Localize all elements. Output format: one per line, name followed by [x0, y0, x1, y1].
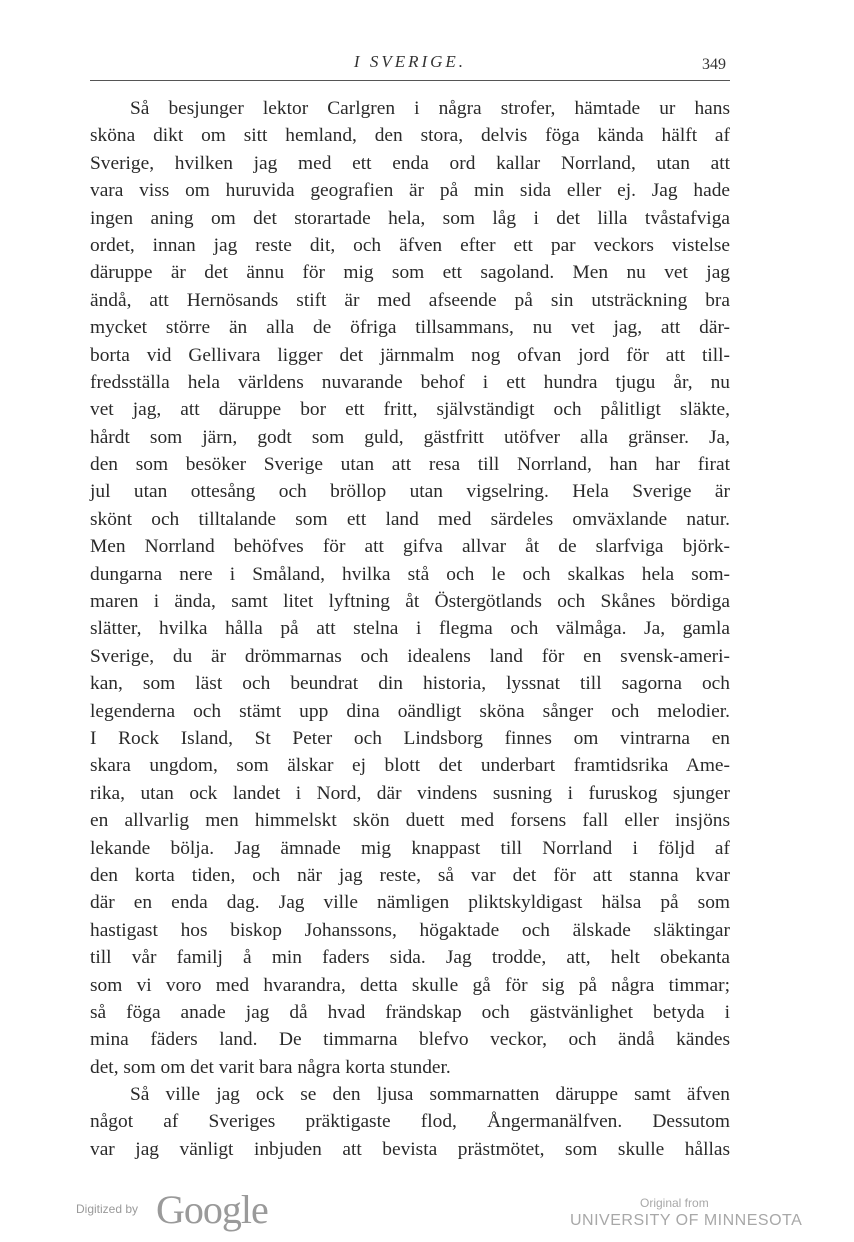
text-line: en allvarlig men himmelskt skön duett med forsens fall eller insjöns [90, 810, 730, 832]
text-line: vet jag, att däruppe bor ett fritt, självständigt och pålitligt släkte, [90, 399, 730, 421]
text-line: så föga anade jag då hvad frändskap och gästvänlighet betyda i [90, 1001, 730, 1023]
text-line: jul utan ottesång och bröllop utan vigselring. Hela Sverige är [90, 481, 730, 503]
text-line: den som besöker Sverige utan att resa till Norrland, han har firat [90, 454, 730, 476]
source-library-label: UNIVERSITY OF MINNESOTA [570, 1212, 803, 1229]
text-line: kan, som läst och beundrat din historia, lyssnat till sagorna och [90, 673, 730, 695]
page-number: 349 [702, 56, 726, 73]
text-line: sköna dikt om sitt hemland, den stora, delvis föga kända hälft af [90, 125, 730, 147]
text-line: skara ungdom, som älskar ej blott det underbart framtidsrika Ame- [90, 755, 730, 777]
text-line: däruppe är det ännu för mig som ett sagoland. Men nu vet jag [90, 262, 730, 284]
text-line: maren i ända, samt litet lyftning åt Östergötlands och Skånes bördiga [90, 591, 730, 613]
original-from-label: Original from [640, 1196, 709, 1210]
text-line: skönt och tilltalande som ett land med särdeles omväxlande natur. [90, 508, 730, 530]
text-line: till vår familj å min faders sida. Jag trodde, att, helt obekanta [90, 947, 730, 969]
text-line: det, som om det varit bara några korta stunder. [90, 1056, 451, 1078]
text-line: vara viss om huruvida geografien är på min sida eller ej. Jag hade [90, 180, 730, 202]
text-line: Sverige, hvilken jag med ett enda ord kallar Norrland, utan att [90, 152, 730, 174]
digitization-footer [0, 1180, 854, 1240]
text-line: Så ville jag ock se den ljusa sommarnatten däruppe samt äfven [130, 1084, 730, 1106]
google-logo: Google [156, 1187, 268, 1232]
text-line: lekande bölja. Jag ämnade mig knappast till Norrland i följd af [90, 837, 730, 859]
text-line: var jag vänligt inbjuden att bevista prästmötet, som skulle hållas [90, 1138, 730, 1160]
text-line: Men Norrland behöfves för att gifva allvar åt de slarfviga björk- [90, 536, 730, 558]
text-line: hastigast hos biskop Johanssons, högaktade och älskade släktingar [90, 919, 730, 941]
text-line: mina fäders land. De timmarna blefvo veckor, och ändå kändes [90, 1029, 730, 1051]
digitized-by-label: Digitized by [76, 1202, 139, 1216]
header-rule [90, 80, 730, 81]
text-line: den korta tiden, och när jag reste, så var det för att stanna kvar [90, 864, 730, 886]
text-line: borta vid Gellivara ligger det järnmalm nog ofvan jord för att till- [90, 344, 730, 366]
text-line: ändå, att Hernösands stift är med afseende på sin utsträckning bra [90, 289, 730, 311]
running-head [90, 52, 730, 82]
body-text [90, 95, 730, 1163]
text-line: Sverige, du är drömmarnas och idealens land för en svensk-ameri- [90, 645, 730, 667]
text-line: fredsställa hela världens nuvarande behof i ett hundra tjugu år, nu [90, 371, 730, 393]
text-line: dungarna nere i Småland, hvilka stå och le och skalkas hela som- [90, 563, 730, 585]
text-line: slätter, hvilka hålla på att stelna i flegma och välmåga. Ja, gamla [90, 618, 730, 640]
text-line: som vi voro med hvarandra, detta skulle gå för sig på några timmar; [90, 974, 730, 996]
text-line: ingen aning om det storartade hela, som låg i det lilla tvåstafviga [90, 207, 730, 229]
text-line: Så besjunger lektor Carlgren i några strofer, hämtade ur hans [130, 98, 730, 119]
text-line: där en enda dag. Jag ville nämligen pliktskyldigast hälsa på som [90, 892, 730, 914]
text-line: ordet, innan jag reste dit, och äfven efter ett par veckors vistelse [90, 234, 730, 256]
text-line: legenderna och stämt upp dina oändligt sköna sånger och melodier. [90, 700, 730, 722]
text-line: mycket större än alla de öfriga tillsammans, nu vet jag, att där- [90, 317, 730, 339]
text-line: något af Sveriges präktigaste flod, Ångermanälfven. Dessutom [90, 1111, 730, 1133]
running-title: I SVERIGE. [353, 52, 467, 71]
text-line: I Rock Island, St Peter och Lindsborg finnes om vintrarna en [90, 727, 730, 749]
text-line: hårdt som järn, godt som guld, gästfritt utöfver alla gränser. Ja, [90, 426, 730, 448]
text-line: rika, utan ock landet i Nord, där vindens susning i furuskog sjunger [90, 782, 730, 804]
